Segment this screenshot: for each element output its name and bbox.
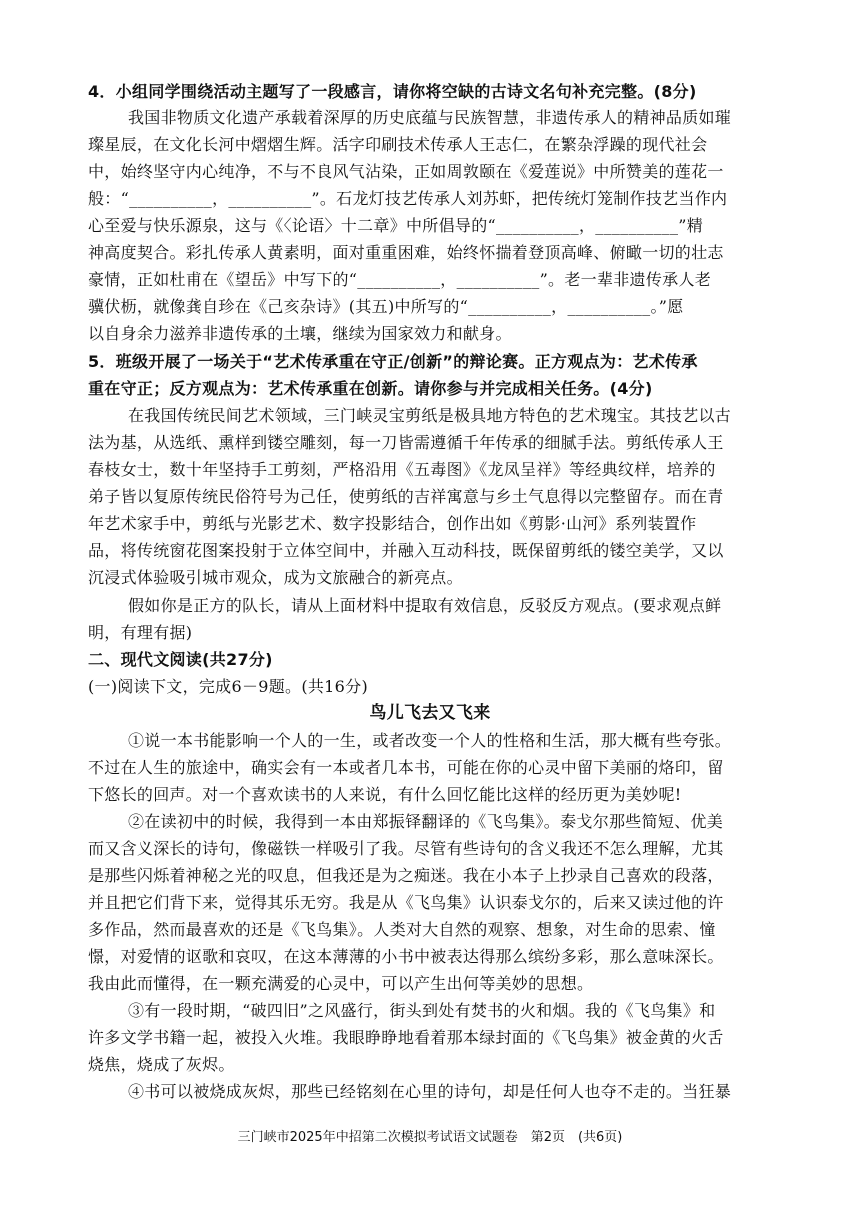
article-line: ④书可以被烧成灰烬，那些已经铭刻在心里的诗句，却是任何人也夺不走的。当狂暴 [128, 1082, 732, 1101]
article-line: 下悠长的回声。对一个喜欢读书的人来说，有什么回忆能比这样的经历更为美妙呢! [88, 785, 682, 804]
article-line: ③有一段时期，“破四旧”之风盛行，街头到处有焚书的火和烟。我的《飞鸟集》和 [128, 1001, 716, 1020]
q4-line: 神高度契合。彩扎传承人黄素明，面对重重困难，始终怀揣着登顶高峰、俯瞰一切的壮志 [88, 243, 724, 262]
section-2-heading: 二、现代文阅读(共27分) [88, 650, 273, 669]
q5-material-line: 弟子皆以复原传统民俗符号为己任，使剪纸的吉祥寓意与乡土气息得以完整留存。而在青 [88, 487, 724, 506]
article-line: ①说一本书能影响一个人的一生，或者改变一个人的性格和生活，那大概有些夸张。 [128, 731, 732, 750]
q4-line: 以自身余力滋养非遗传承的土壤，继续为国家效力和献身。 [88, 324, 512, 343]
article-line: 并且把它们背下来，觉得其乐无穷。我是从《飞鸟集》认识泰戈尔的，后来又读过他的许 [88, 893, 724, 912]
q4-line: 璨星辰，在文化长河中熠熠生辉。活字印刷技术传承人王志仁，在繁杂浮躁的现代社会 [88, 135, 708, 154]
q4-line: 心至爱与快乐源泉，这与《〈论语〉十二章》中所倡导的“__________，__________”精 [88, 216, 704, 235]
question-4-prompt: 4．小组同学围绕活动主题写了一段感言，请你将空缺的古诗文名句补充完整。(8分) [88, 82, 697, 101]
article-line: 憬，对爱情的讴歌和哀叹，在这本薄薄的小书中被表达得那么缤纷多彩，那么意味深长。 [88, 947, 724, 966]
q5-task-line: 明，有理有据) [88, 623, 193, 642]
article-line: 是那些闪烁着神秘之光的叹息，但我还是为之痴迷。我在小本子上抄录自己喜欢的段落， [88, 866, 724, 885]
article-line: 而又含义深长的诗句，像磁铁一样吸引了我。尽管有些诗句的含义我还不怎么理解，尤其 [88, 839, 724, 858]
q5-material-line: 在我国传统民间艺术领域，三门峡灵宝剪纸是极具地方特色的艺术瑰宝。其技艺以古 [128, 406, 732, 425]
question-5-prompt: 重在守正；反方观点为：艺术传承重在创新。请你参与并完成相关任务。(4分) [88, 379, 653, 398]
article-title: 鸟儿飞去又飞来 [369, 703, 491, 723]
article-line: 我由此而懂得，在一颗充满爱的心灵中，可以产生出何等美妙的思想。 [88, 974, 594, 993]
q4-line: 骥伏枥，就像龚自珍在《己亥杂诗》(其五)中所写的“__________，__________。”愿 [88, 297, 684, 316]
q5-material-line: 春枝女士，数十年坚持手工剪刻，严格沿用《五毒图》《龙凤呈祥》等经典纹样，培养的 [88, 460, 716, 479]
article-line: 烧焦，烧成了灰烬。 [88, 1055, 235, 1074]
q5-material-line: 品，将传统窗花图案投射于立体空间中，并融入互动科技，既保留剪纸的镂空美学，又以 [88, 541, 724, 560]
q4-line: 般：“__________，__________”。石龙灯技艺传承人刘苏虾，把传统灯笼制作技艺当作内 [88, 189, 728, 208]
page-footer: 三门峡市2025年中招第二次模拟考试语文试题卷 第2页 (共6页) [237, 1130, 623, 1145]
q5-material-line: 法为基，从选纸、熏样到镂空雕刻，每一刀皆需遵循千年传承的细腻手法。剪纸传承人王 [88, 433, 724, 452]
question-5-prompt: 5．班级开展了一场关于“艺术传承重在守正/创新”的辩论赛。正方观点为：艺术传承 [88, 352, 698, 371]
q5-material-line: 沉浸式体验吸引城市观众，成为文旅融合的新亮点。 [88, 568, 463, 587]
article-line: 不过在人生的旅途中，确实会有一本或者几本书，可能在你的心灵中留下美丽的烙印，留 [88, 758, 724, 777]
section-2-subheading: (一)阅读下文，完成6－9题。(共16分) [88, 677, 368, 696]
q5-task-line: 假如你是正方的队长，请从上面材料中提取有效信息，反驳反方观点。(要求观点鲜 [128, 596, 722, 615]
q4-line: 我国非物质文化遗产承载着深厚的历史底蕴与民族智慧，非遗传承人的精神品质如璀 [128, 108, 732, 127]
article-line: 许多文学书籍一起，被投入火堆。我眼睁睁地看着那本绿封面的《飞鸟集》被金黄的火舌 [88, 1028, 724, 1047]
article-line: ②在读初中的时候，我得到一本由郑振铎翻译的《飞鸟集》。泰戈尔那些简短、优美 [128, 812, 724, 831]
q4-line: 中，始终坚守内心纯净，不与不良风气沾染，正如周敦颐在《爱莲说》中所赞美的莲花一 [88, 162, 724, 181]
q4-line: 豪情，正如杜甫在《望岳》中写下的“__________，__________”。老一辈非遗传承人老 [88, 270, 712, 289]
article-line: 多作品，然而最喜欢的还是《飞鸟集》。人类对大自然的观察、想象，对生命的思索、憧 [88, 920, 716, 939]
q5-material-line: 年艺术家手中，剪纸与光影艺术、数字投影结合，创作出如《剪影·山河》系列装置作 [88, 514, 697, 533]
